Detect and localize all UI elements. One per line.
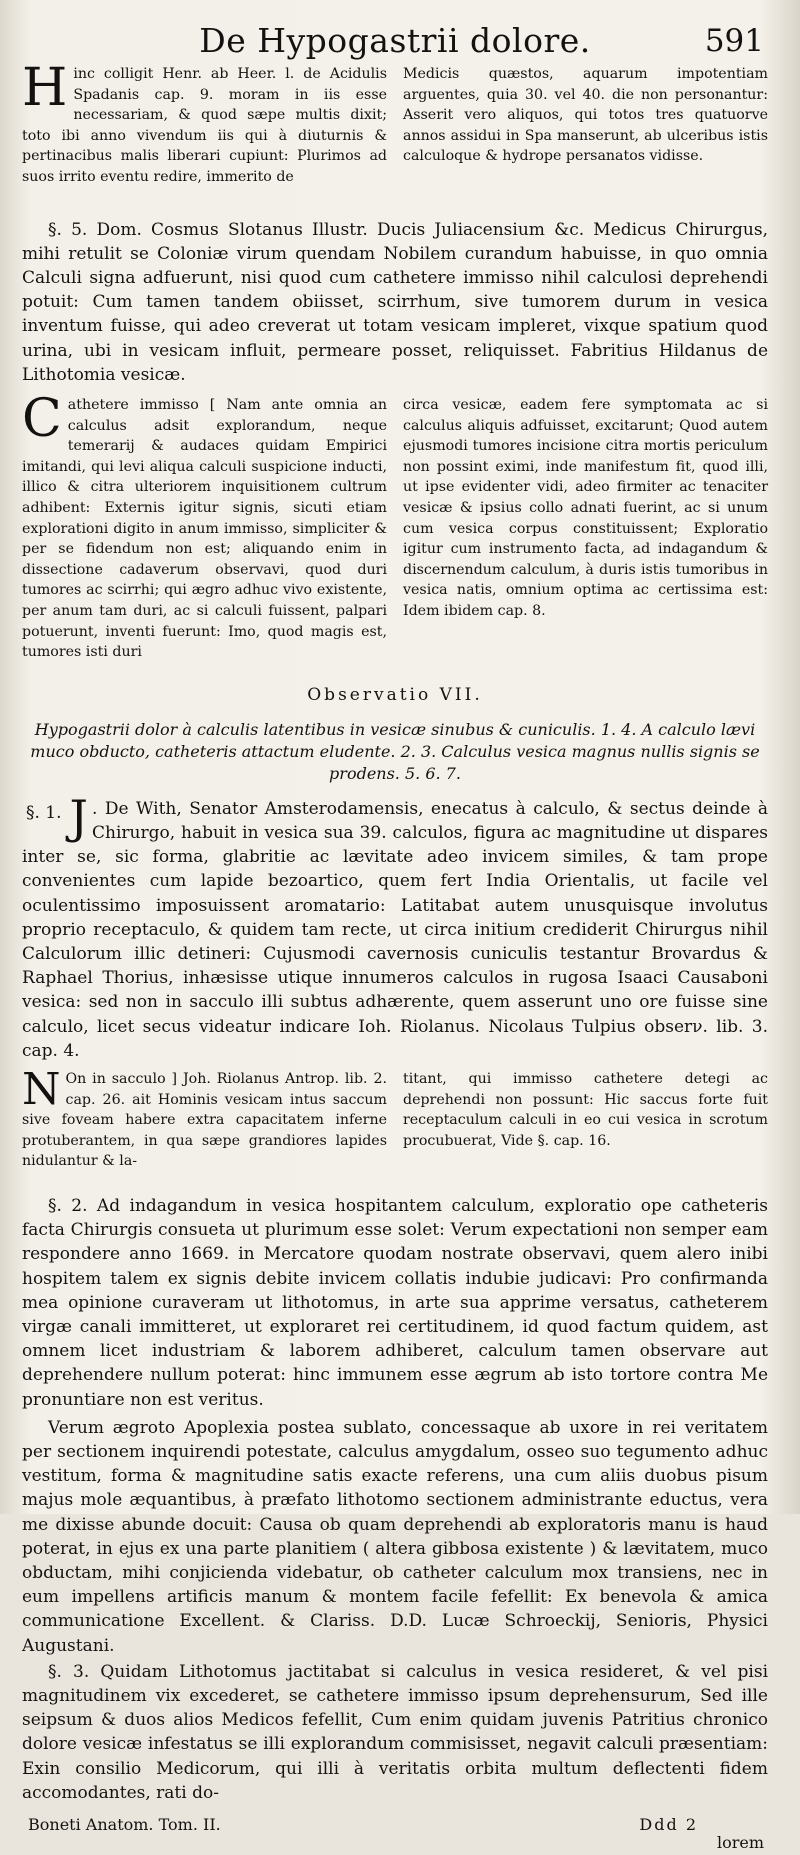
intro-col-left: Hinc colligit Henr. ab Heer. l. de Acidulis Spadanis cap. 9. moram in iis esse necessariam, & quod sæpe multis dixit; toto ibi anno vivendum iis qui à diuturnis & pertinacibus malis liberari cupiunt: Plurimos ad suos irrito eventu redire, immerito de [22, 58, 387, 185]
dropcap-h: H [22, 58, 68, 118]
section-3-paragraph: §. 3. Quidam Lithotomus jactitabat si calculus in vesica resideret, & vel pisi magnitudinem vix excederet, se cathetere immisso ipsum deprehensurum, Sed ille seipsum & duos alios Medicos fefellit, Cum enim quidam juvenis Patritius chronico dolore vesicæ infestatus se illi explorandum commisisset, negavit calculi præsentiam: Exin consilio Medicorum, qui illi à veritatis orbita multum deflectenti fidem accomodantes, rati do- [22, 1661, 768, 1803]
section-1-prefix: §. 1. [26, 802, 62, 823]
verum-paragraph: Verum ægroto Apoplexia postea sublato, concessaque ab uxore in rei veritatem per sectionem inquirendi potestate, calculus amygdalum, osseo suo tegumento adhuc vestitum, forma & magnitudine satis exacte referens, una cum aliis duobus pisum majus mole æquantibus, à præfato lithotomo sectionem administrante eductus, vera me dixisse abunde docuit: Causa ob quam deprehendi ab exploratoris manu is haud poterat, in ejus ex una parte planitiem ( altera gibbosa existente ) & lævitatem, muco obductam, mihi conjicienda videbatur, ob catheter calculum mox transiens, nec in eum impellens artificis manum & montem facile fefellit: Ex benevola & amica communicatione Excellent. & Clariss. D.D. Lucæ Schroeckij, Senioris, Physici Augustani. [22, 1417, 768, 1656]
dropcap-j: J [69, 789, 88, 844]
page-footer [22, 1815, 768, 1855]
footer-title: Boneti Anatom. Tom. II. [28, 1814, 221, 1834]
page-title: De Hypogastrii dolore. [199, 21, 591, 60]
page-number: 591 [704, 23, 764, 59]
dropcap-n: N [22, 1063, 61, 1115]
section-2-paragraph: §. 2. Ad indagandum in vesica hospitantem calculum, exploratio ope catheteris facta Chirurgis consueta ut plurimum esse solet: Verum expectationi non semper eam respondere anno 1669. in Mercatore quodam nostrate observavi, quem alero inibi hospitem talem ex signis debite invicem collatis indubie judicavi: Pro confirmanda mea opinione curaveram ut lithotomus, in arte sua apprime versatus, catheterem virgæ canali immitteret, ut exploraret rei certitudinem, id quod factum quidem, ast omnem licet industriam & laborem adhiberet, calculum tamen observare aut deprehendere nullum poterat: hinc immunem esse ægrum ab isto tortore contra Me pronuntiare non est veritus. [22, 1195, 768, 1410]
catheter-col-left: Cathetere immisso [ Nam ante omnia an calculus adsit explorandum, neque temerarij & audaces quidam Empirici imitandi, qui levi aliqua calculi suspicione inducti, illico & citra ulteriorem inquisitionem cultrum adhibent: Externis igitur signis, sicuti etiam explorationi digito in anum immisso, simpliciter & per se fidendum non est; aliquando enim in dissectione cadaverum observavi, quod duri tumores ac scirrhi; qui ægro adhuc vivo existente, per anum tam duri, ac si calculi fuissent, palpari potuerunt, inventi fuerunt: Imo, quod magis est, tumores isti duri [22, 388, 387, 661]
signature-mark: Ddd 2 [639, 1814, 698, 1834]
dropcap-c: C [22, 388, 62, 449]
running-header [22, 18, 768, 64]
sacculo-col-left: N On in sacculo ] Joh. Riolanus Antrop. lib. 2. cap. 26. ait Hominis vesicam intus saccum sive foveam habere extra capacitatem inferne protuberantem, in qua sæpe grandiores lapides nidulantur & la- [22, 1063, 387, 1170]
catchword: lorem [716, 1832, 764, 1852]
section-5-paragraph: §. 5. Dom. Cosmus Slotanus Illustr. Ducis Juliacensium &c. Medicus Chirurgus, mihi retulit se Coloniæ virum quendam Nobilem curandum habuisse, in quo omnia Calculi signa adfuerunt, nisi quod cum cathetere immisso nihil calculosi deprehendi potuit: Cum tamen tandem obiisset, scirrhum, sive tumorem durum in vesica inventum fuisse, qui adeo creverat ut totam vesicam impleret, vixque spatium quod urina, ubi in vesicam influit, permeare posset, reliquisset. Fabritius Hildanus de Lithotomia vesicæ. [22, 219, 768, 385]
sacculo-note [22, 1063, 768, 1172]
catheter-col-right: circa vesicæ, eadem fere symptomata ac si calculus aliquis adfuisset, excitarunt; Quod autem ejusmodi tumores incisione citra mortis periculum non possint eximi, inde manifestum fit, quod illi, ut ipse evidenter vidi, adeo firmiter ac tenaciter vesicæ & ipsius collo adnati fuerint, ac si unum cum vesica corpus constituissent; Exploratio igitur cum instrumento facta, ad indagandum & discernendum calculum, à duris istis tumoribus in vesica natis, omnium optima ac certissima est: Idem ibidem cap. 8. [403, 396, 768, 619]
observation-summary: Hypogastrii dolor à calculis latentibus in vesicæ sinubus & cuniculis. 1. 4. A calculo lævi muco obducto, catheteris attactum eludente. 2. 3. Calculus vesica magnus nullis signis se prodens. 5. 6. 7. [30, 719, 760, 783]
sacculo-col-right: titant, qui immisso cathetere detegi ac deprehendi non possunt: Hic saccus forte fuit receptaculum calculi in eo cui vesica in scrotum procubuerat, Vide §. cap. 16. [403, 1070, 768, 1149]
intro-paragraph [22, 58, 768, 188]
section-1-paragraph: §. 1. J . De With, Senator Amsterodamensis, enecatus à calculo, & sectus deinde à Chirurgo, habuit in vesica sua 39. calculos, figura ac magnitudine ut dispares inter se, sic forma, glabritie ac lævitate adeo invicem similes, & tam prope convenientes cum lapide bezoartico, quem fert India Orientalis, ut facile vel oculentissimo imposuissent aromatario: Latitabat autem unusquisque involutus proprio receptaculo, & quidem tam recte, ut circa initium crediderit Chirurgus nihil Calculorum illic detineri: Cujusmodi cavernosis cuniculis testantur Brovardus & Raphael Thorius, inhæsisse utique innumeros calculos in rugosa Isaaci Causaboni vesica: sed non in sacculo illi subtus adhærente, quem asserunt uno ore fuisse sine calculo, licet secus videatur indicare Ioh. Riolanus. Nicolaus Tulpius obserν. lib. 3. cap. 4. [22, 789, 768, 1061]
catheter-note [22, 388, 768, 663]
observation-heading: Observatio VII. [307, 684, 483, 705]
intro-col-right: Medicis quæstos, aquarum impotentiam arguentes, quia 30. vel 40. die non personantur: Asserit vero aliquos, qui totos tres quatuorve annos assidui in Spa manserunt, ab ulceribus istis calculoque & hydrope persanatos vidisse. [403, 66, 768, 165]
